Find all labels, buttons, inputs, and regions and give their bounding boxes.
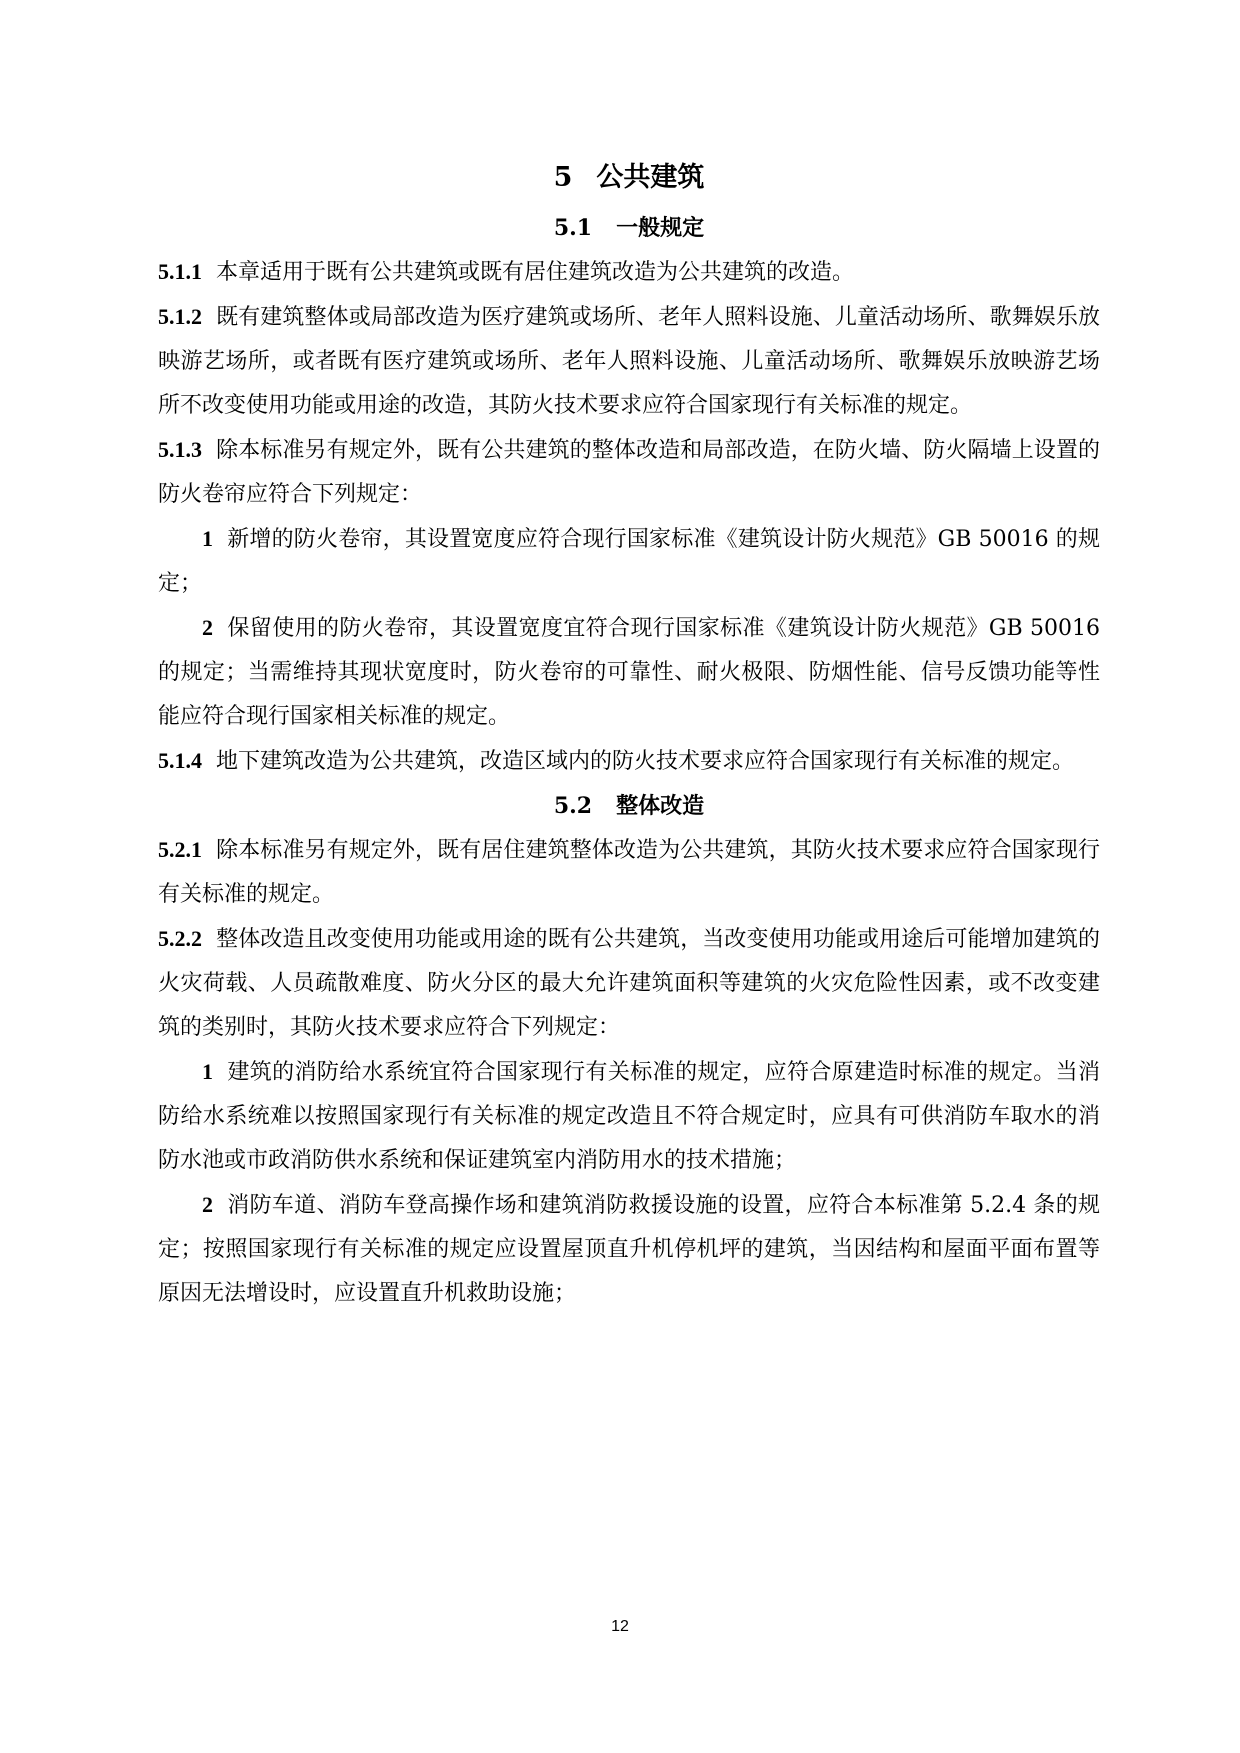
clause-5-1-4 [158,739,1100,784]
section-title-text: 整体改造 [616,793,705,819]
clause-text: 除本标准另有规定外，既有公共建筑的整体改造和局部改造，在防火墙、防火隔墙上设置的防火卷帘应符合下列规定： [158,438,1100,507]
clause-text: 地下建筑改造为公共建筑，改造区域内的防火技术要求应符合国家现行有关标准的规定。 [216,749,1075,774]
clause-5-2-2 [158,917,1100,1050]
item-text: 建筑的消防给水系统宜符合国家现行有关标准的规定，应符合原建造时标准的规定。当消防给水系统难以按照国家现行有关标准的规定改造且不符合规定时，应具有可供消防车取水的消防水池或市政消防供水系统和保证建筑室内消防用水的技术措施； [158,1060,1100,1173]
clause-text: 除本标准另有规定外，既有居住建筑整体改造为公共建筑，其防火技术要求应符合国家现行有关标准的规定。 [158,838,1100,907]
clause-5-1-2 [158,295,1100,428]
chapter-title-text: 公共建筑 [596,162,705,193]
item-text: 保留使用的防火卷帘，其设置宽度宜符合现行国家标准《建筑设计防火规范》GB 50016 的规定；当需维持其现状宽度时，防火卷帘的可靠性、耐火极限、防烟性能、信号反馈功能等性能应符合现行国家相关标准的规定。 [158,616,1100,729]
clause-number: 5.1.3 [158,437,202,462]
item-number: 2 [202,615,213,640]
clause-5-1-1 [158,250,1100,295]
section-title-5-1 [158,206,1100,250]
chapter-number: 5 [553,162,573,193]
item-text: 新增的防火卷帘，其设置宽度应符合现行国家标准《建筑设计防火规范》GB 50016 的规定； [158,527,1100,596]
page-number: 12 [611,1618,629,1635]
item-number: 1 [202,1059,213,1084]
clause-number: 5.2.1 [158,837,202,862]
section-number: 5.1 [553,215,593,241]
clause-5-1-3-item-1 [158,517,1100,606]
clause-5-1-3 [158,428,1100,517]
clause-number: 5.1.1 [158,259,202,284]
clause-number: 5.1.2 [158,304,202,329]
clause-number: 5.2.2 [158,926,202,951]
item-number: 2 [202,1192,213,1217]
clause-5-2-2-item-1 [158,1050,1100,1183]
document-page [158,150,1100,1316]
section-title-text: 一般规定 [616,215,705,241]
clause-number: 5.1.4 [158,748,202,773]
section-number: 5.2 [553,793,593,819]
chapter-title [158,150,1100,206]
clause-5-2-1 [158,828,1100,917]
item-number: 1 [202,526,213,551]
clause-text: 既有建筑整体或局部改造为医疗建筑或场所、老年人照料设施、儿童活动场所、歌舞娱乐放映游艺场所，或者既有医疗建筑或场所、老年人照料设施、儿童活动场所、歌舞娱乐放映游艺场所不改变使用功能或用途的改造，其防火技术要求应符合国家现行有关标准的规定。 [158,305,1100,418]
clause-text: 本章适用于既有公共建筑或既有居住建筑改造为公共建筑的改造。 [216,260,855,285]
section-title-5-2 [158,784,1100,828]
clause-5-1-3-item-2 [158,606,1100,739]
clause-5-2-2-item-2 [158,1183,1100,1316]
item-text: 消防车道、消防车登高操作场和建筑消防救援设施的设置，应符合本标准第 5.2.4 条的规定；按照国家现行有关标准的规定应设置屋顶直升机停机坪的建筑，当因结构和屋面平面布置等原因无法增设时，应设置直升机救助设施； [158,1193,1100,1306]
clause-text: 整体改造且改变使用功能或用途的既有公共建筑，当改变使用功能或用途后可能增加建筑的火灾荷载、人员疏散难度、防火分区的最大允许建筑面积等建筑的火灾危险性因素，或不改变建筑的类别时，其防火技术要求应符合下列规定： [158,927,1100,1040]
